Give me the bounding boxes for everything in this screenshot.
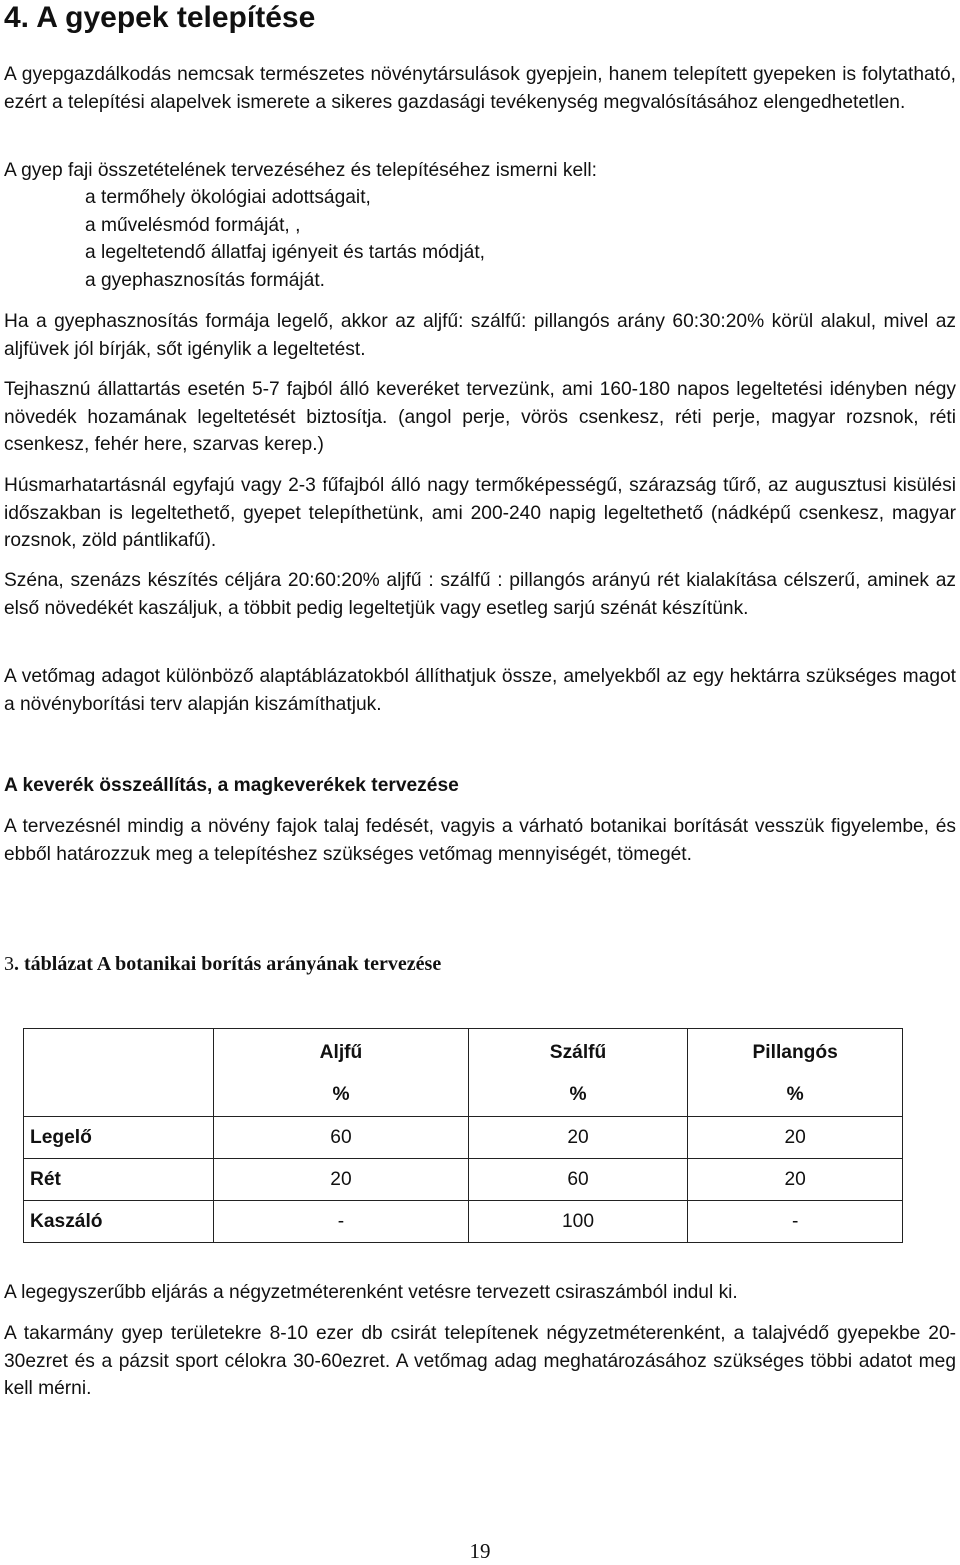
table-header-row [24,1029,903,1117]
table-cell: - [688,1201,903,1243]
table-cell: 60 [468,1159,687,1201]
table-cell: 60 [214,1117,469,1159]
table-cell: 100 [468,1201,687,1243]
table-row [24,1159,903,1201]
header-unit: % [332,1084,350,1105]
page-number: 19 [469,1539,491,1563]
table-row [24,1201,903,1243]
list-intro: A gyep faji összetételének tervezéséhez és telepítéséhez ismerni kell: [4,160,598,181]
header-unit: % [786,1084,804,1105]
table-header-empty [24,1029,214,1117]
paragraph-seed-dose: A vetőmag adagot különböző alaptáblázatokból állíthatjuk össze, amelyekből az egy hektárra szükséges magot a növényborítási terv alapján kiszámíthatjuk. [4,666,956,715]
paragraph-pasture: Ha a gyephasznosítás formája legelő, akkor az aljfű: szálfű: pillangós arány 60:30:20% körül alakul, mivel az aljfüvek jól bírják, sőt igénylik a legeltetést. [4,311,956,360]
intro-paragraph: A gyepgazdálkodás nemcsak természetes növénytársulások gyepjein, hanem telepített gyepeken is folytatható, ezért a telepítési alapelvek ismerete a sikeres gazdasági tevékenység megvalósításához elengedhetetlen. [4,64,956,113]
list-item: a művelésmód formáját, , [85,214,301,236]
header-name: Aljfű [319,1042,363,1063]
paragraph-dairy: Tejhasznú állattartás esetén 5-7 fajból álló keveréket tervezünk, ami 160-180 napos legeltetési idényben négy növedék hozamának legeltetését biztosítja. (angol perje, vörös csenkesz, réti perje, magyar rozsnok, réti csenkesz, fehér here, szarvas kerep.) [4,379,956,455]
paragraph-beef: Húsmarhatartásnál egyfajú vagy 2-3 fűfajból álló nagy termőképességű, szárazság tűrő, az augusztusi kisülési időszakban is legeltethető, gyepet telepíthetünk, ami 200-240 napig legeltethető (nádképű csenkesz, magyar rozsnok, zöld pántlikafű). [4,475,956,551]
table-caption-text: . táblázat A botanikai borítás arányának tervezése [14,953,442,975]
list-item: a gyephasznosítás formáját. [85,269,325,291]
chapter-title: 4. A gyepek telepítése [4,1,316,34]
table-cell: 20 [688,1117,903,1159]
botanical-cover-table [23,1028,903,1243]
table-header-cell [688,1029,903,1117]
section-paragraph: A tervezésnél mindig a növény fajok talaj fedését, vagyis a várható botanikai borítását vesszük figyelembe, és ebből határozzuk meg a telepítéshez szükséges vetőmag mennyiségét, tömegét. [4,816,956,865]
table-cell: 20 [468,1117,687,1159]
row-label: Rét [24,1159,214,1201]
row-label: Legelő [24,1117,214,1159]
table-row [24,1117,903,1159]
list-item: a termőhely ökológiai adottságait, [85,187,371,208]
paragraph-germ-count: A takarmány gyep területekre 8-10 ezer db csirát telepítenek négyzetméterenként, a talajvédő gyepekbe 20-30ezret és a pázsit sport célokra 30-60ezret. A vetőmag adag meghatározásához szükséges többi adatot meg kell mérni. [4,1323,956,1399]
row-label: Kaszáló [24,1201,214,1243]
section-heading: A keverék összeállítás, a magkeverékek tervezése [4,775,459,796]
header-name: Pillangós [752,1042,838,1063]
table-cell: - [214,1201,469,1243]
header-name: Szálfű [549,1042,607,1063]
header-unit: % [569,1084,587,1105]
table-cell: 20 [214,1159,469,1201]
table-caption-number: 3 [4,953,14,975]
list-item: a legeltetendő állatfaj igényeit és tartás módját, [85,242,485,263]
table-header-cell [214,1029,469,1117]
table-header-cell [468,1029,687,1117]
table-cell: 20 [688,1159,903,1201]
requirements-list [85,184,485,294]
paragraph-hay: Széna, szenázs készítés céljára 20:60:20% aljfű : szálfű : pillangós arányú rét kialakítása célszerű, aminek az első növedékét kaszáljuk, a többit pedig legeltetjük vagy esetleg sarjú szénát készítünk. [4,570,956,619]
paragraph-simplest-method: A legegyszerűbb eljárás a négyzetméterenként vetésre tervezett csiraszámból indul ki. [4,1282,738,1303]
table-caption [4,950,441,978]
